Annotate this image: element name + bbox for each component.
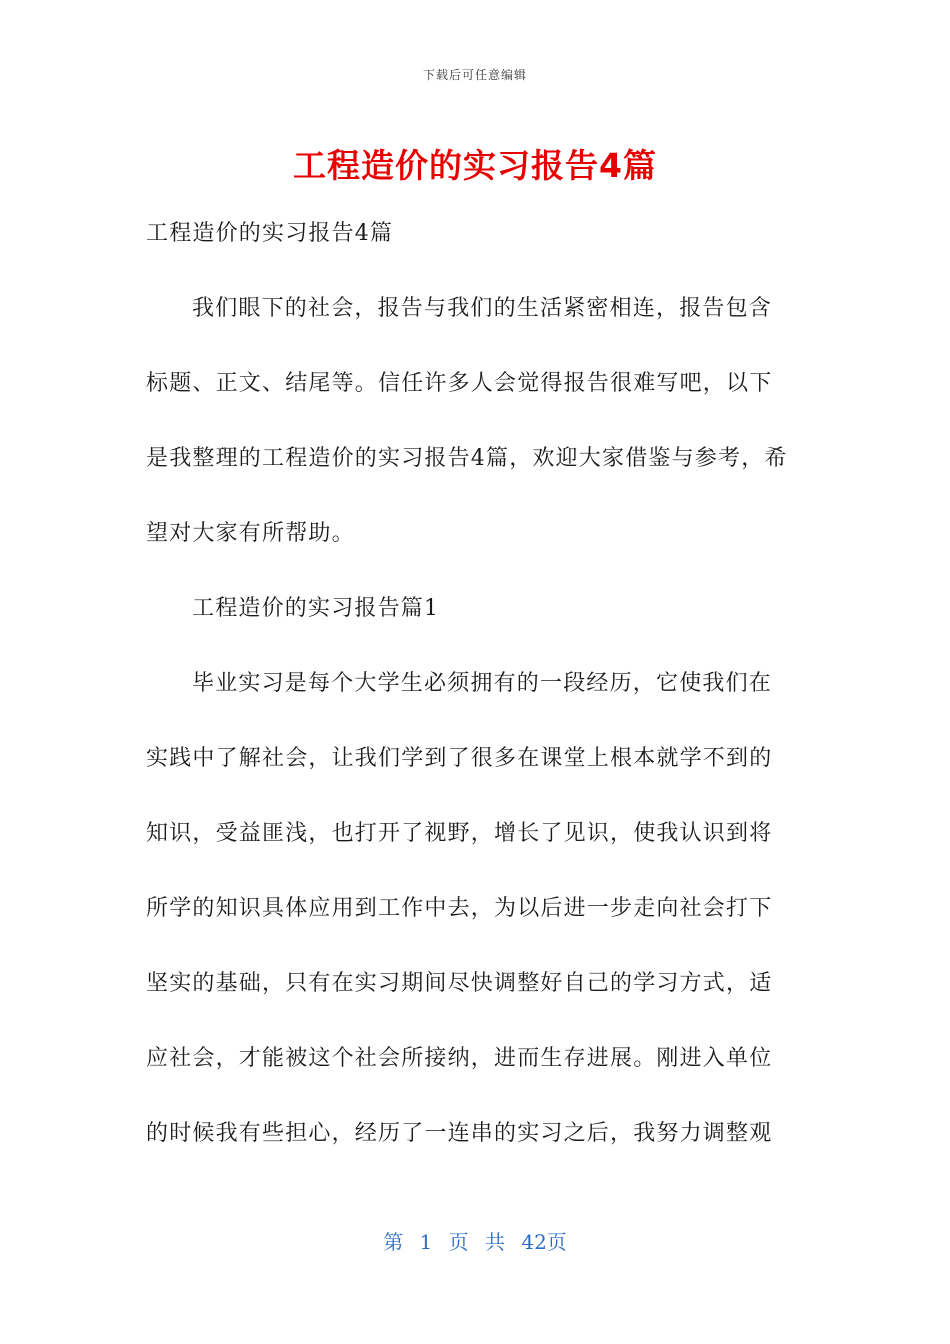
paragraph-intro: 我们眼下的社会，报告与我们的生活紧密相连，报告包含标题、正文、结尾等。信任许多人会觉得报告很难写吧，以下是我整理的工程造价的实习报告4篇，欢迎大家借鉴与参考，希望对大家有所帮助。 [146,296,788,546]
document-subtitle: 工程造价的实习报告4篇 [146,221,394,246]
document-title: 工程造价的实习报告4篇 [293,146,657,185]
section-heading: 工程造价的实习报告篇1 [192,596,440,621]
header-note: 下载后可任意编辑 [422,68,527,82]
page-number-footer: 第 1 页 共 42页 [383,1230,567,1254]
document-body [146,196,794,1171]
paragraph-body: 毕业实习是每个大学生必须拥有的一段经历，它使我们在实践中了解社会，让我们学到了很多在课堂上根本就学不到的知识，受益匪浅，也打开了视野，增长了见识，使我认识到将所学的知识具体应用到工作中去，为以后进一步走向社会打下坚实的基础，只有在实习期间尽快调整好自己的学习方式，适应社会，才能被这个社会所接纳，进而生存进展。刚进入单位的时候我有些担心，经历了一连串的实习之后，我努力调整观 [146,671,773,1146]
